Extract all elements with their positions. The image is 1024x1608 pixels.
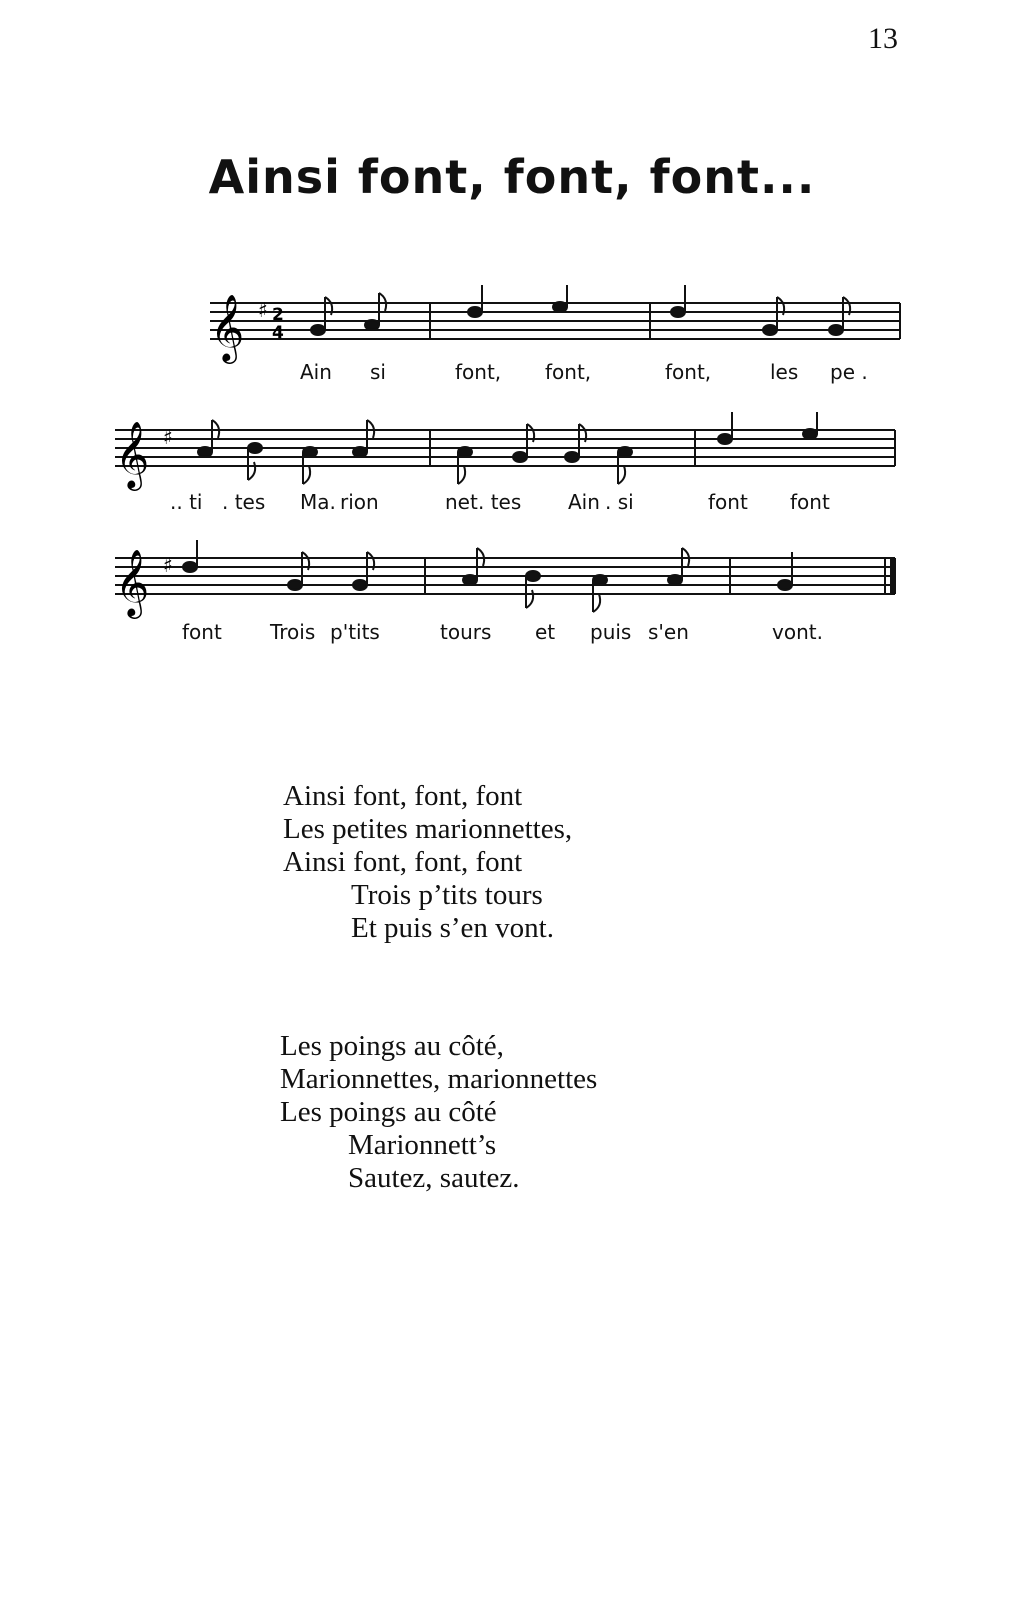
lyric-syllable: si bbox=[370, 360, 386, 384]
note bbox=[565, 452, 579, 462]
lyric-syllable: .. ti bbox=[170, 490, 203, 514]
note bbox=[593, 575, 607, 585]
stanza-line: Sautez, sautez. bbox=[348, 1162, 520, 1194]
stanza-1 bbox=[283, 780, 572, 945]
lyric-syllable: Ain bbox=[300, 360, 332, 384]
lyric-syllable: font, bbox=[665, 360, 712, 384]
lyric-syllable: net bbox=[445, 490, 478, 514]
music-staff-1 bbox=[200, 285, 910, 365]
stanza-line: Les poings au côté bbox=[280, 1096, 497, 1128]
lyric-syllable: vont. bbox=[772, 620, 823, 644]
lyric-syllable: Ma. bbox=[300, 490, 336, 514]
stanza-line: Ainsi font, font, font bbox=[283, 846, 523, 878]
music-staff-3 bbox=[105, 540, 905, 620]
note bbox=[198, 447, 212, 457]
lyric-syllable: . tes bbox=[478, 490, 522, 514]
stanza-2 bbox=[280, 1030, 597, 1195]
note bbox=[248, 443, 262, 453]
sharp-icon: ♯ bbox=[163, 425, 173, 449]
lyric-syllable: . si bbox=[605, 490, 634, 514]
note bbox=[288, 580, 302, 590]
note bbox=[778, 580, 792, 590]
note bbox=[526, 571, 540, 581]
note bbox=[671, 307, 685, 317]
note bbox=[311, 325, 325, 335]
treble-clef-icon: 𝄞 bbox=[115, 548, 150, 616]
note bbox=[718, 434, 732, 444]
note bbox=[553, 302, 567, 312]
lyrics-row-3 bbox=[0, 620, 1024, 650]
lyric-syllable: p'tits bbox=[330, 620, 380, 644]
note bbox=[803, 429, 817, 439]
note bbox=[468, 307, 482, 317]
stanza-line: Et puis s’en vont. bbox=[351, 912, 554, 944]
lyric-syllable: les bbox=[770, 360, 799, 384]
stanza-line: Trois p’tits tours bbox=[351, 879, 543, 911]
lyric-syllable: font, bbox=[545, 360, 592, 384]
note bbox=[763, 325, 777, 335]
note bbox=[353, 580, 367, 590]
lyric-syllable: font, bbox=[455, 360, 502, 384]
sharp-icon: ♯ bbox=[258, 298, 268, 322]
lyric-syllable: puis bbox=[590, 620, 632, 644]
lyric-syllable: font bbox=[182, 620, 222, 644]
song-title: Ainsi font, font, font... bbox=[208, 150, 816, 204]
lyric-syllable: et bbox=[535, 620, 556, 644]
note bbox=[303, 447, 317, 457]
time-signature-bottom: 4 bbox=[272, 323, 284, 343]
lyric-syllable: pe . bbox=[830, 360, 868, 384]
stanza-line: Marionnettes, marionnettes bbox=[280, 1063, 598, 1095]
lyric-syllable: tours bbox=[440, 620, 492, 644]
page-number: 13 bbox=[868, 22, 898, 55]
note bbox=[463, 575, 477, 585]
lyrics-row-1 bbox=[0, 360, 1024, 390]
note bbox=[829, 325, 843, 335]
sharp-icon: ♯ bbox=[163, 553, 173, 577]
lyric-syllable: rion bbox=[340, 490, 379, 514]
lyrics-row-2 bbox=[0, 490, 1024, 520]
treble-clef-icon: 𝄞 bbox=[210, 293, 245, 361]
stanza-line: Les poings au côté, bbox=[280, 1030, 504, 1062]
music-staff-2 bbox=[105, 412, 905, 492]
lyric-syllable: . tes bbox=[222, 490, 266, 514]
note bbox=[513, 452, 527, 462]
lyric-syllable: Ain bbox=[568, 490, 600, 514]
lyric-syllable: s'en bbox=[648, 620, 689, 644]
note bbox=[365, 320, 379, 330]
stanza-line: Ainsi font, font, font bbox=[283, 780, 523, 812]
note bbox=[183, 562, 197, 572]
lyric-syllable: Trois bbox=[270, 620, 316, 644]
note bbox=[668, 575, 682, 585]
treble-clef-icon: 𝄞 bbox=[115, 420, 150, 488]
time-signature-top: 2 bbox=[272, 305, 284, 325]
note bbox=[618, 447, 632, 457]
lyric-syllable: font bbox=[790, 490, 830, 514]
note bbox=[353, 447, 367, 457]
note bbox=[458, 447, 472, 457]
stanza-line: Marionnett’s bbox=[348, 1129, 497, 1161]
lyric-syllable: font bbox=[708, 490, 748, 514]
stanza-line: Les petites marionnettes, bbox=[283, 813, 573, 845]
